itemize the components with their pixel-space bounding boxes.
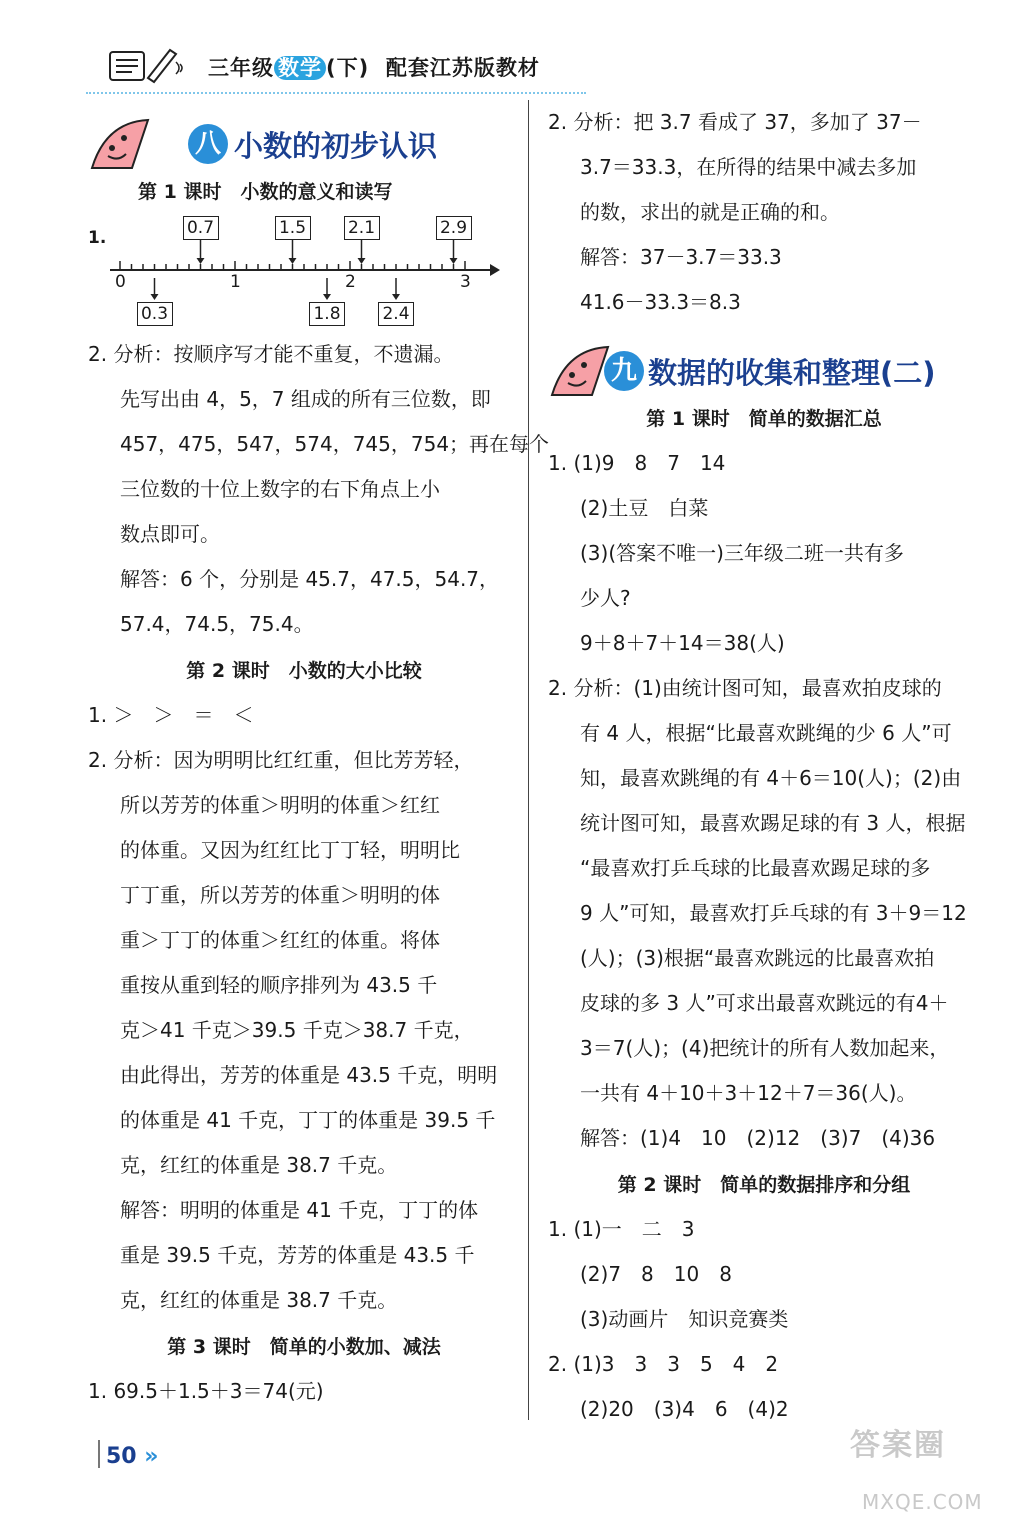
- text-line: 一共有 4＋10＋3＋12＋7＝36(人)。: [580, 1081, 917, 1105]
- double-chevron-icon: »: [144, 1444, 159, 1469]
- text-line: (2)7 8 10 8: [580, 1262, 732, 1286]
- text-line: “最喜欢打乒乓球的比最喜欢踢足球的多: [580, 856, 931, 880]
- text-line: 克＞41 千克＞39.5 千克＞38.7 千克，: [120, 1018, 474, 1042]
- text-line: 41.6－33.3＝8.3: [580, 290, 741, 314]
- answer-box: 1.8: [309, 302, 345, 326]
- text-line: 1. (1)9 8 7 14: [548, 451, 726, 475]
- header-divider: [86, 92, 586, 94]
- unit9-lesson1-question2: [548, 666, 980, 1161]
- unit9-lesson1-question1: [548, 441, 980, 666]
- text-line: (3)(答案不唯一)三年级二班一共有多: [580, 541, 904, 565]
- question-number: 1.: [88, 228, 107, 248]
- header-title: [208, 52, 540, 82]
- unit-eight-badge: 八: [188, 124, 228, 164]
- text-line: 的数，求出的就是正确的和。: [580, 200, 840, 224]
- header-subject: 数学: [274, 56, 326, 80]
- watermark-url: MXQE.COM: [862, 1490, 983, 1514]
- page-header: [86, 40, 586, 92]
- lesson2-question2: [88, 738, 520, 1323]
- lesson2-question1: 1. ＞ ＞ ＝ ＜: [88, 703, 254, 727]
- watermark-logo: 答案圈: [850, 1428, 946, 1463]
- book-pen-icon: [104, 44, 184, 88]
- number-line-tick-label: 3: [460, 272, 471, 292]
- number-line-pointer-head: [151, 294, 159, 300]
- text-line: 皮球的多 3 人”可求出最喜欢跳远的有4＋: [580, 991, 949, 1015]
- text-line: 解答：明明的体重是 41 千克，丁丁的体: [120, 1198, 479, 1222]
- lesson-title: 第 1 课时 简单的数据汇总: [646, 408, 882, 430]
- number-line-pointer-head: [323, 294, 331, 300]
- text-line: 有 4 人，根据“比最喜欢跳绳的少 6 人”可: [580, 721, 952, 745]
- text-line: 9 人”可知，最喜欢打乒乓球的有 3＋9＝12: [580, 901, 967, 925]
- text-line: 9＋8＋7＋14＝38(人): [580, 631, 785, 655]
- text-line: 克，红红的体重是 38.7 千克。: [120, 1153, 398, 1177]
- answer-box: 0.7: [183, 216, 219, 240]
- header-series: 配套江苏版教材: [385, 56, 540, 80]
- text-line: 知，最喜欢跳绳的有 4＋6＝10(人)；(2)由: [580, 766, 962, 790]
- text-line: 的体重是 41 千克，丁丁的体重是 39.5 千: [120, 1108, 496, 1132]
- text-line: 由此得出，芳芳的体重是 43.5 千克，明明: [120, 1063, 498, 1087]
- number-line-tick-label: 0: [115, 272, 126, 292]
- lesson-title: 第 2 课时 简单的数据排序和分组: [617, 1174, 911, 1196]
- text-line: 重＞丁丁的体重＞红红的体重。将体: [120, 928, 440, 952]
- text-line: 3.7＝33.3，在所得的结果中减去多加: [580, 155, 917, 179]
- text-line: 克，红红的体重是 38.7 千克。: [120, 1288, 398, 1312]
- number-line-figure: [88, 214, 528, 332]
- text-line: (2)20 (3)4 6 (4)2: [580, 1397, 789, 1421]
- unit-nine-title: [548, 327, 980, 395]
- watermelon-mascot-icon: [88, 108, 178, 172]
- page-number: [106, 1444, 159, 1469]
- text-line: 重是 39.5 千克，芳芳的体重是 43.5 千: [120, 1243, 475, 1267]
- number-line-pointer-head: [358, 258, 366, 264]
- text-line: 数点即可。: [120, 522, 220, 546]
- lesson-title: 第 3 课时 简单的小数加、减法: [167, 1336, 441, 1358]
- text-line: 所以芳芳的体重＞明明的体重＞红红: [120, 793, 440, 817]
- number-line-tick-label: 1: [230, 272, 241, 292]
- number-line-pointer-head: [450, 258, 458, 264]
- text-line: 2. (1)3 3 3 5 4 2: [548, 1352, 779, 1376]
- text-line: 2. 分析：把 3.7 看成了 37，多加了 37－: [548, 110, 922, 134]
- text-line: (人)；(3)根据“最喜欢跳远的比最喜欢拍: [580, 946, 935, 970]
- answer-box: 2.9: [436, 216, 472, 240]
- text-line: (2)土豆 白菜: [580, 496, 709, 520]
- lesson3-question2: [548, 100, 980, 325]
- text-line: 先写出由 4，5，7 组成的所有三位数，即: [120, 387, 491, 411]
- number-line-pointer-head: [392, 294, 400, 300]
- unit-eight-title: [88, 100, 520, 168]
- text-line: 解答：6 个，分别是 45.7，47.5，54.7，: [120, 567, 500, 591]
- lesson3-question1: 1. 69.5＋1.5＋3＝74(元): [88, 1379, 324, 1403]
- text-line: (3)动画片 知识竞赛类: [580, 1307, 789, 1331]
- text-line: 丁丁重，所以芳芳的体重＞明明的体: [120, 883, 440, 907]
- unit9-lesson2-question1: [548, 1207, 980, 1342]
- answer-box: 2.4: [378, 302, 414, 326]
- lesson1-question2: [88, 332, 550, 647]
- number-line-pointer-head: [197, 258, 205, 264]
- text-line: 重按从重到轻的顺序排列为 43.5 千: [120, 973, 438, 997]
- text-line: 的体重。又因为红红比丁丁轻，明明比: [120, 838, 460, 862]
- text-line: 2. 分析：(1)由统计图可知，最喜欢拍皮球的: [548, 676, 942, 700]
- lesson-title: 第 2 课时 小数的大小比较: [186, 660, 422, 682]
- text-line: 三位数的十位上数字的右下角点上小: [120, 477, 440, 501]
- unit-nine-heading: 数据的收集和整理(二): [648, 356, 936, 390]
- text-line: 457，475，547，574，745，754；再在每个: [120, 432, 550, 456]
- answer-box: 2.1: [344, 216, 380, 240]
- unit-eight-heading: 小数的初步认识: [234, 129, 438, 163]
- header-term: (下): [326, 56, 370, 80]
- text-line: 57.4，74.5，75.4。: [120, 612, 314, 636]
- text-line: 2. 分析：按顺序写才能不重复，不遗漏。: [88, 342, 454, 366]
- text-line: 解答：(1)4 10 (2)12 (3)7 (4)36: [580, 1126, 936, 1150]
- text-line: 3＝7(人)；(4)把统计的所有人数加起来，: [580, 1036, 950, 1060]
- answer-box: 1.5: [275, 216, 311, 240]
- lesson-title: 第 1 课时 小数的意义和读写: [138, 181, 393, 203]
- page-number-text: 50: [106, 1444, 137, 1469]
- text-line: 2. 分析：因为明明比红红重，但比芳芳轻，: [88, 748, 474, 772]
- unit9-lesson2-question2: [548, 1342, 980, 1432]
- text-line: 统计图可知，最喜欢踢足球的有 3 人，根据: [580, 811, 966, 835]
- number-line-tick-label: 2: [345, 272, 356, 292]
- text-line: 解答：37－3.7＝33.3: [580, 245, 782, 269]
- text-line: 1. (1)一 二 3: [548, 1217, 695, 1241]
- header-grade: 三年级: [208, 56, 274, 80]
- right-column: [548, 100, 980, 1432]
- left-column: [88, 100, 550, 1414]
- text-line: 少人?: [580, 586, 631, 610]
- unit-nine-badge: 九: [604, 351, 644, 391]
- column-divider: [528, 100, 529, 1420]
- number-line-pointer-head: [289, 258, 297, 264]
- number-line-arrow: [490, 264, 500, 276]
- answer-box: 0.3: [137, 302, 173, 326]
- footer-divider: [98, 1440, 100, 1468]
